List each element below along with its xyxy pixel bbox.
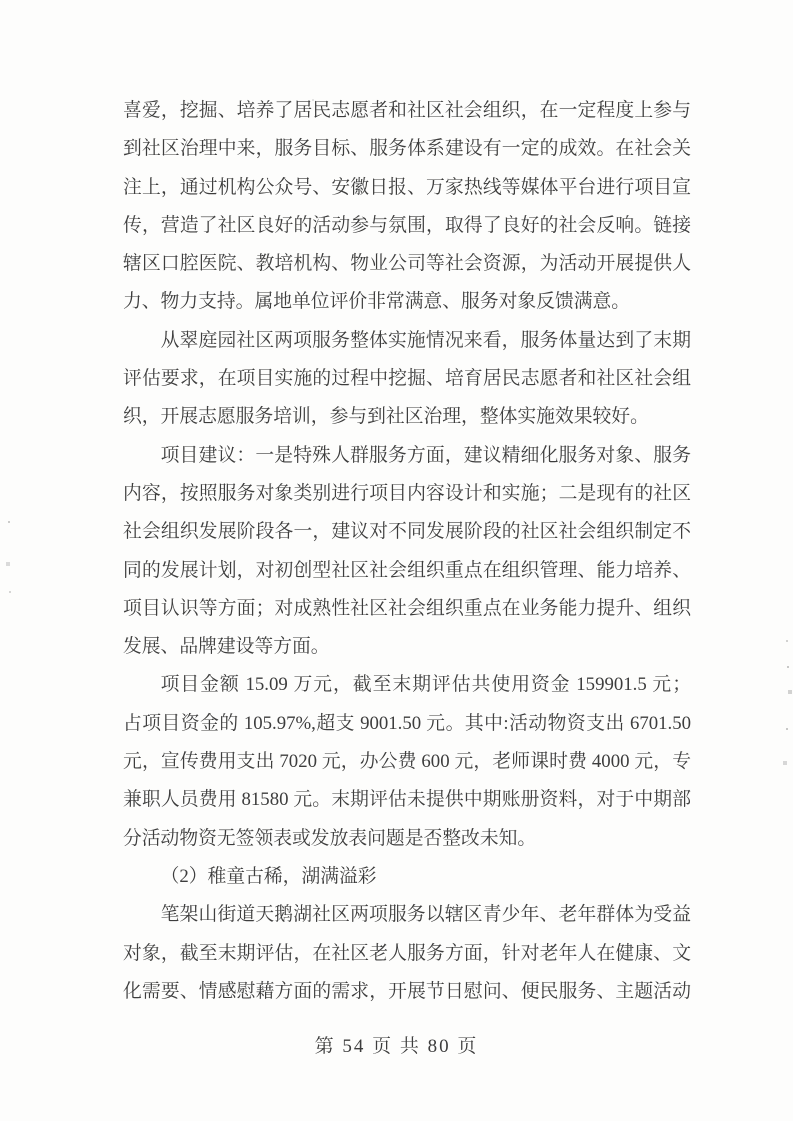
text-line: 辖区口腔医院、教培机构、物业公司等社会资源，为活动开展提供人 [123,253,691,275]
text-line: 发展、品牌建设等方面。 [123,636,330,658]
paragraph [123,437,691,667]
paragraph [123,666,691,857]
scan-artifacts [0,0,2,2]
text-line: 喜爱，挖掘、培养了居民志愿者和社区社会组织，在一定程度上参与 [123,100,691,121]
text-line: 从翠庭园社区两项服务整体实施情况来看，服务体量达到了末期 [160,329,691,351]
text-line: 社会组织发展阶段各一，建议对不同发展阶段的社区社会组织制定不 [123,521,691,543]
paragraph [123,92,691,322]
text-line: 化需要、情感慰藉方面的需求，开展节日慰问、便民服务、主题活动 [123,980,691,1002]
page-number: 第 54 页 共 80 页 [314,1036,479,1057]
text-line: 占项目资金的 105.97%,超支 9001.50 元。其中:活动物资支出 6701.50 [123,712,691,734]
text-line: 注上，通过机构公众号、安徽日报、万家热线等媒体平台进行项目宣 [123,176,691,198]
text-line: 元，宣传费用支出 7020 元，办公费 600 元，老师课时费 4000 元，专 [123,751,691,773]
paragraph [123,322,691,437]
text-block [123,92,691,1011]
text-line: 到社区治理中来，服务目标、服务体系建设有一定的成效。在社会关 [123,138,691,160]
page-footer [0,1028,793,1066]
text-line: 同的发展计划，对初创型社区社会组织重点在组织管理、能力培养、 [123,559,691,581]
text-line: 传，营造了社区良好的活动参与氛围，取得了良好的社会反响。链接 [123,214,691,236]
paragraph [123,896,691,1011]
text-line: （2）稚童古稀，湖满溢彩 [160,865,377,887]
text-line: 兼职人员费用 81580 元。末期评估未提供中期账册资料，对于中期部 [123,789,691,811]
text-line: 力、物力支持。属地单位评价非常满意、服务对象反馈满意。 [123,291,631,313]
text-line: 项目建议：一是特殊人群服务方面，建议精细化服务对象、服务 [160,444,691,466]
text-line: 项目金额 15.09 万元，截至末期评估共使用资金 159901.5 元； [160,674,691,696]
text-line: 项目认识等方面；对成熟性社区社会组织重点在业务能力提升、组织 [123,597,691,619]
text-line: 织，开展志愿服务培训，参与到社区治理，整体实施效果较好。 [123,406,649,428]
text-line: 分活动物资无签领表或发放表问题是否整改未知。 [123,827,537,849]
text-line: 评估要求，在项目实施的过程中挖掘、培育居民志愿者和社区社会组 [123,368,691,390]
text-line: 对象，截至末期评估，在社区老人服务方面，针对老年人在健康、文 [123,942,691,964]
text-line: 内容，按照服务对象类别进行项目内容设计和实施；二是现有的社区 [123,482,691,504]
text-line: 笔架山街道天鹅湖社区两项服务以辖区青少年、老年群体为受益 [160,904,691,926]
paragraph-heading [123,858,691,896]
